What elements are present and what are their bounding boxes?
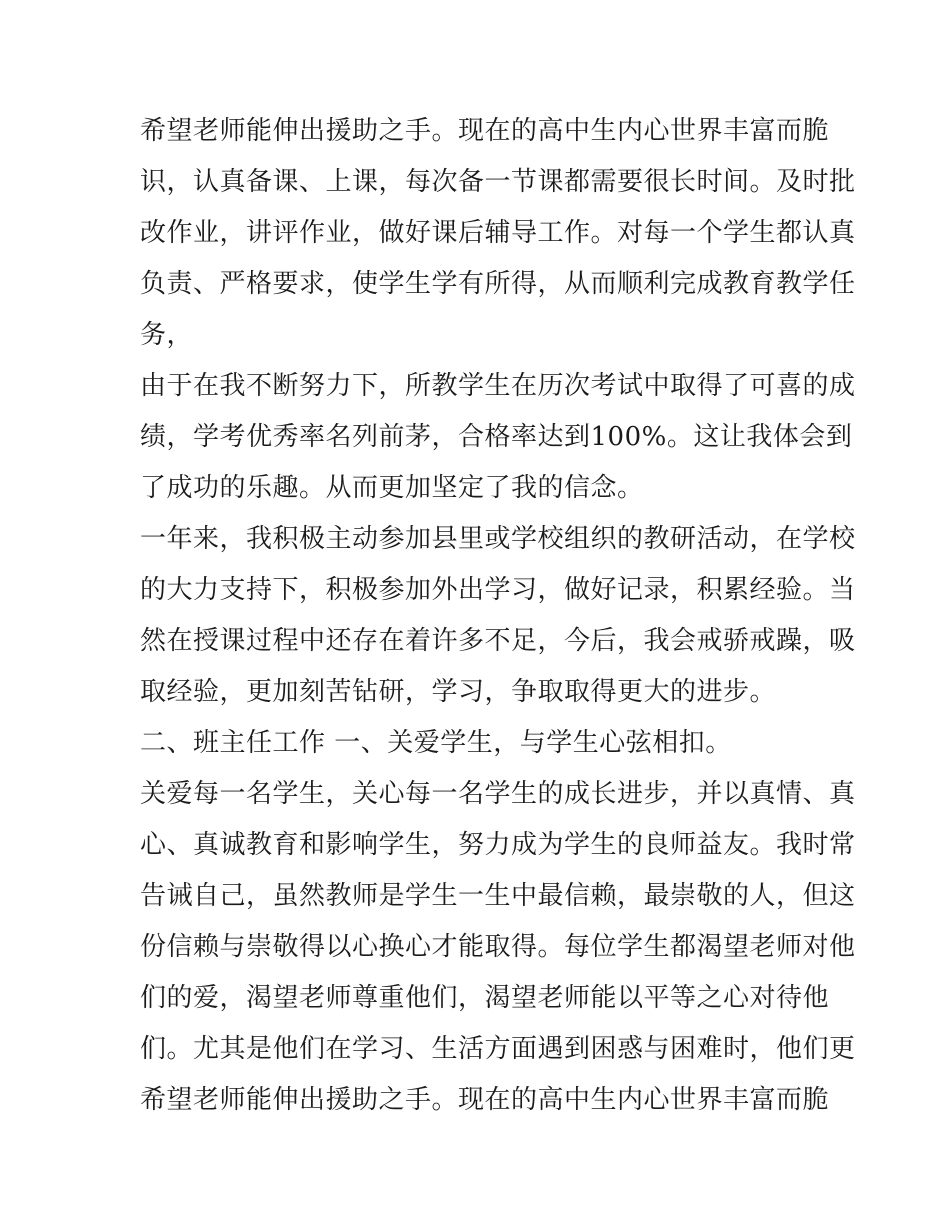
text-line: 负责、严格要求，使学生学有所得，从而顺利完成教育教学任 — [140, 269, 856, 299]
text-line: 希望老师能伸出援助之手。现在的高中生内心世界丰富而脆 — [140, 116, 830, 146]
text-line: 希望老师能伸出援助之手。现在的高中生内心世界丰富而脆 — [140, 1085, 830, 1115]
text-line: 的大力支持下，积极参加外出学习，做好记录，积累经验。当 — [140, 575, 856, 605]
text-line: 了成功的乐趣。从而更加坚定了我的信念。 — [140, 473, 644, 503]
text-line: 关爱每一名学生，关心每一名学生的成长进步，并以真情、真 — [140, 779, 856, 809]
text-line: 们。尤其是他们在学习、生活方面遇到困惑与困难时，他们更 — [140, 1034, 856, 1064]
section-heading: 二、班主任工作 一、关爱学生，与学生心弦相扣。 — [140, 728, 732, 758]
text-line: 们的爱，渴望老师尊重他们，渴望老师能以平等之心对待他 — [140, 983, 830, 1013]
text-line: 份信赖与崇敬得以心换心才能取得。每位学生都渴望老师对他 — [140, 932, 856, 962]
text-line: 取经验，更加刻苦钻研，学习，争取取得更大的进步。 — [140, 677, 777, 707]
document-body — [140, 106, 856, 1126]
text-line: 然在授课过程中还存在着许多不足，今后，我会戒骄戒躁，吸 — [140, 626, 856, 656]
text-line: 务， — [140, 320, 194, 350]
text-line: 告诫自己，虽然教师是学生一生中最信赖，最崇敬的人，但这 — [140, 881, 856, 911]
text-line: 绩，学考优秀率名列前茅，合格率达到100%。这让我体会到 — [140, 422, 853, 452]
text-line: 由于在我不断努力下，所教学生在历次考试中取得了可喜的成 — [140, 371, 856, 401]
text-line: 心、真诚教育和影响学生，努力成为学生的良师益友。我时常 — [140, 830, 856, 860]
text-line: 改作业，讲评作业，做好课后辅导工作。对每一个学生都认真 — [140, 218, 856, 248]
text-line: 一年来，我积极主动参加县里或学校组织的教研活动，在学校 — [140, 524, 856, 554]
text-line: 识，认真备课、上课，每次备一节课都需要很长时间。及时批 — [140, 167, 856, 197]
